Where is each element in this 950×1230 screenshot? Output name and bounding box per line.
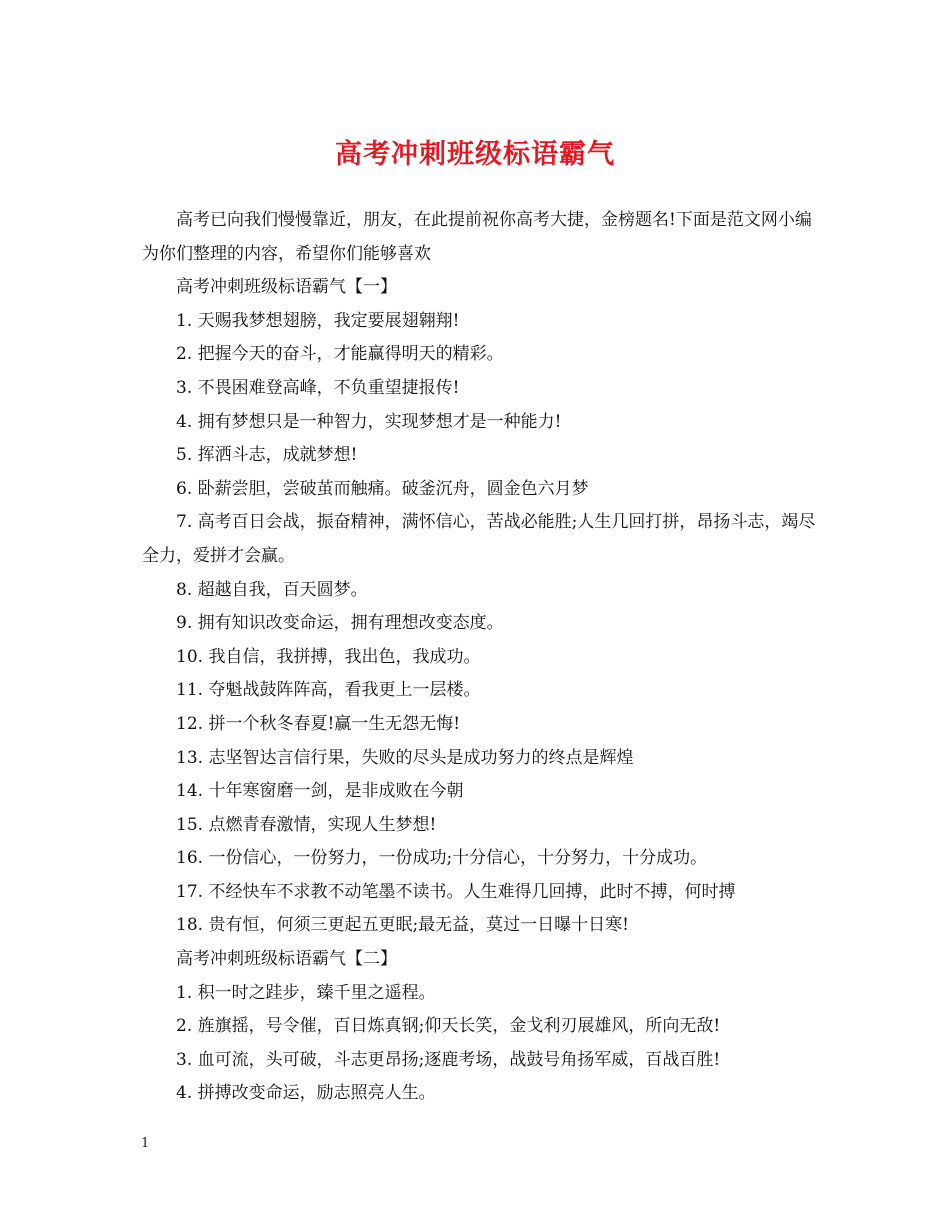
document-title: 高考冲刺班级标语霸气 <box>335 139 615 170</box>
list-item: 3. 血可流，头可破，斗志更昂扬;逐鹿考场，战鼓号角扬军威，百战百胜! <box>176 1049 721 1070</box>
list-item: 5. 挥洒斗志，成就梦想! <box>176 445 358 466</box>
intro-paragraph: 高考已向我们慢慢靠近，朋友，在此提前祝你高考大捷，金榜题名!下面是范文网小编为你们整理的内容，希望你们能够喜欢 <box>142 210 812 264</box>
list-item: 1. 天赐我梦想翅膀，我定要展翅翱翔! <box>176 310 460 331</box>
list-item: 18. 贵有恒，何须三更起五更眠;最无益，莫过一日曝十日寒! <box>176 915 629 936</box>
list-item: 2. 旌旗摇，号令催，百日炼真钢;仰天长笑，金戈利刃展雄风，所向无敌! <box>176 1016 721 1037</box>
list-item: 6. 卧薪尝胆，尝破茧而触痛。破釜沉舟，圆金色六月梦 <box>176 478 589 499</box>
document-body <box>142 204 816 1111</box>
list-item: 10. 我自信，我拼搏，我出色，我成功。 <box>176 646 481 667</box>
list-item: 14. 十年寒窗磨一剑，是非成败在今朝 <box>176 781 464 802</box>
list-item: 15. 点燃青春激情，实现人生梦想! <box>176 814 437 835</box>
list-item: 1. 积一时之跬步，臻千里之遥程。 <box>176 982 436 1003</box>
list-item: 3. 不畏困难登高峰，不负重望捷报传! <box>176 377 460 398</box>
list-item: 4. 拥有梦想只是一种智力，实现梦想才是一种能力! <box>176 411 562 432</box>
list-item: 17. 不经快车不求教不动笔墨不读书。人生难得几回搏，此时不搏，何时搏 <box>176 881 736 902</box>
page-number: 1 <box>141 1136 150 1151</box>
list-item: 9. 拥有知识改变命运，拥有理想改变态度。 <box>176 613 504 634</box>
list-item: 8. 超越自我，百天圆梦。 <box>176 579 368 600</box>
list-item: 4. 拼搏改变命运，励志照亮人生。 <box>176 1083 436 1104</box>
list-item: 11. 夺魁战鼓阵阵高，看我更上一层楼。 <box>176 680 481 701</box>
list-item: 16. 一份信心，一份努力，一份成功;十分信心，十分努力，十分成功。 <box>176 848 708 869</box>
list-item: 13. 志坚智达言信行果，失败的尽头是成功努力的终点是辉煌 <box>176 747 634 768</box>
section-heading-1: 高考冲刺班级标语霸气【一】 <box>176 277 397 298</box>
list-item: 2. 把握今天的奋斗，才能赢得明天的精彩。 <box>176 344 504 365</box>
list-item: 12. 拼一个秋冬春夏!赢一生无怨无悔! <box>176 713 461 734</box>
list-item: 7. 高考百日会战，振奋精神，满怀信心，苦战必能胜;人生几回打拼，昂扬斗志，竭尽全力，爱拼才会赢。 <box>142 512 816 566</box>
section-heading-2: 高考冲刺班级标语霸气【二】 <box>176 949 397 970</box>
